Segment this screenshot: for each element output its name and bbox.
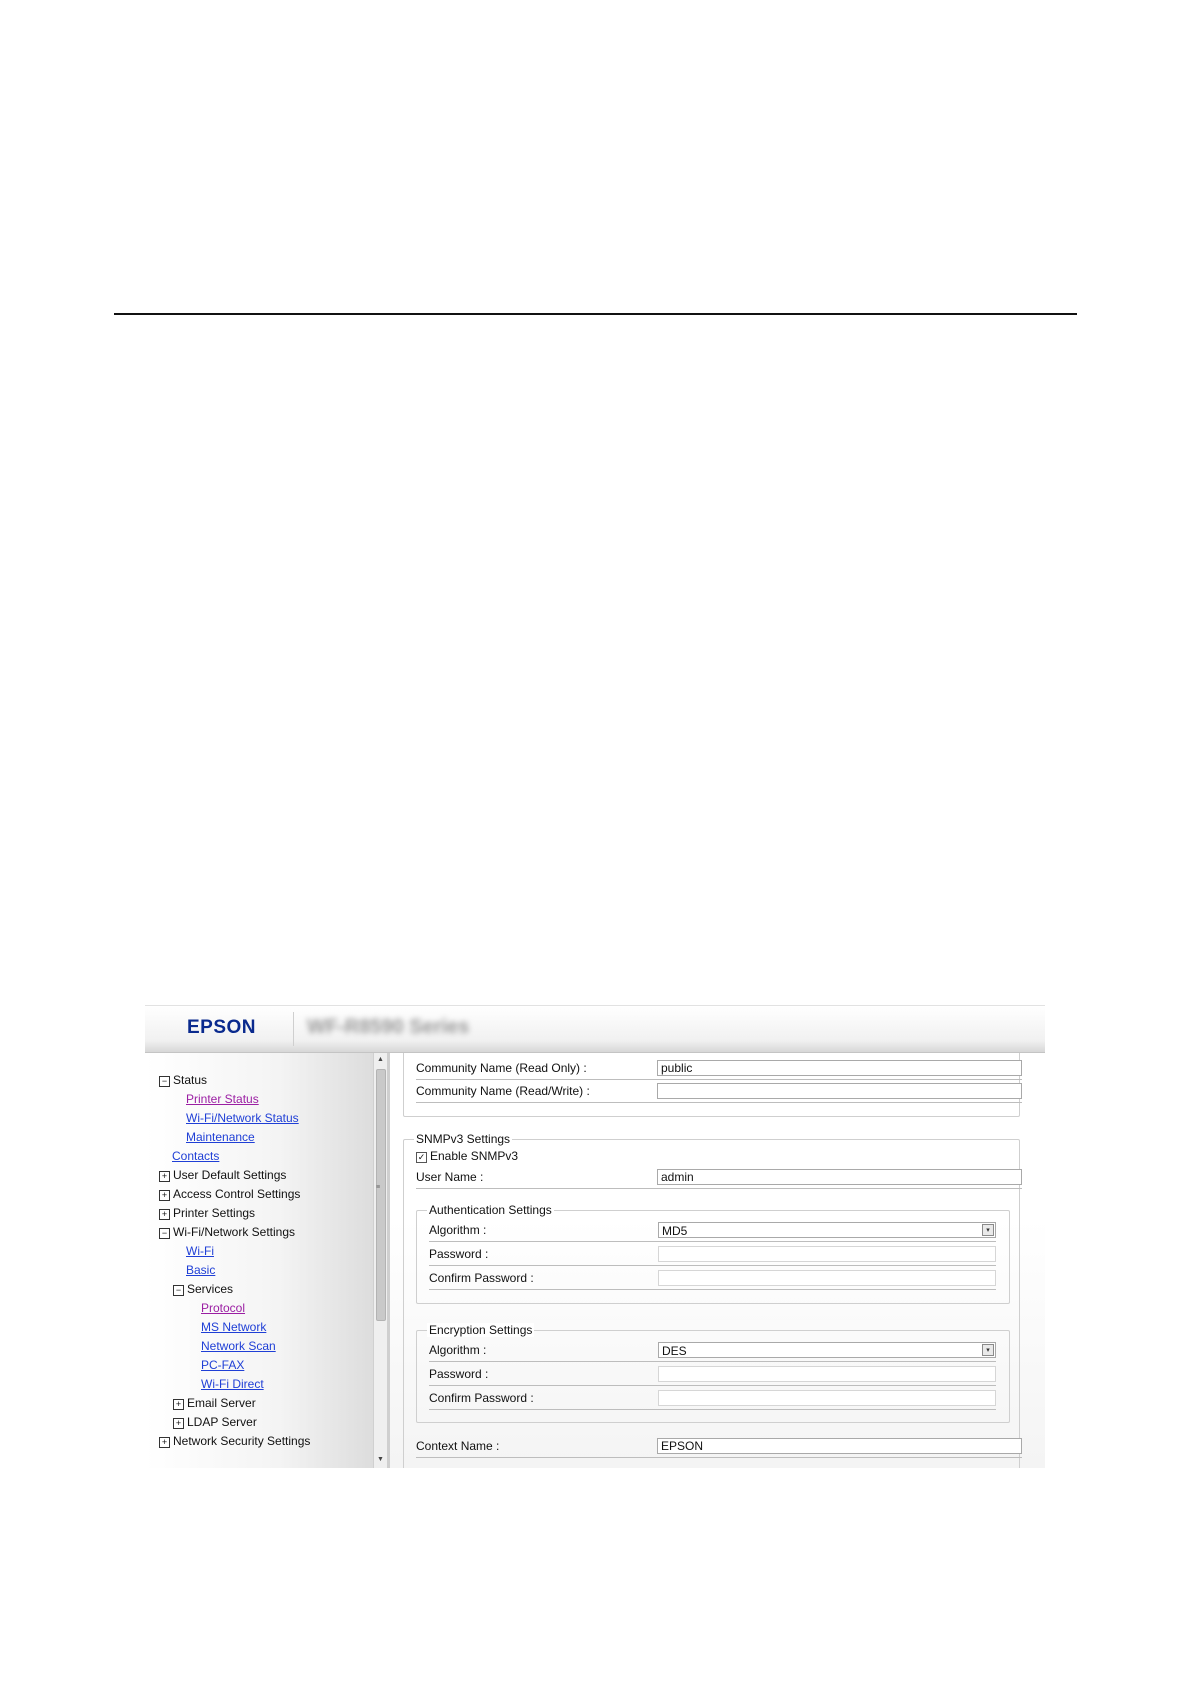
sidebar xyxy=(145,1053,388,1468)
sidebar-item-user-default-settings[interactable] xyxy=(159,1168,286,1182)
community-read-write-label: Community Name (Read/Write) : xyxy=(416,1084,590,1098)
enc-password-input[interactable] xyxy=(658,1366,996,1382)
enc-confirm-password-label: Confirm Password : xyxy=(429,1391,534,1405)
sidebar-item-label: User Default Settings xyxy=(173,1168,287,1182)
sidebar-item-label: LDAP Server xyxy=(187,1415,257,1429)
sidebar-item-maintenance[interactable]: Maintenance xyxy=(186,1130,255,1144)
epson-logo: EPSON xyxy=(187,1017,257,1038)
sidebar-item-wifi-network-settings[interactable] xyxy=(159,1225,295,1239)
community-read-only-row xyxy=(416,1057,1022,1080)
auth-password-input[interactable] xyxy=(658,1246,996,1262)
encryption-legend: Encryption Settings xyxy=(429,1323,533,1337)
auth-algorithm-row xyxy=(429,1219,996,1242)
auth-confirm-password-label: Confirm Password : xyxy=(429,1271,534,1285)
sidebar-item-label: Wi-Fi/Network Settings xyxy=(173,1225,296,1239)
sidebar-item-label: Email Server xyxy=(187,1396,256,1410)
enc-algorithm-value: DES xyxy=(662,1344,687,1358)
community-read-only-label: Community Name (Read Only) : xyxy=(416,1061,587,1075)
enc-confirm-password-input[interactable] xyxy=(658,1390,996,1406)
sidebar-item-wifi-network-status[interactable]: Wi-Fi/Network Status xyxy=(186,1111,299,1125)
enc-password-label: Password : xyxy=(429,1367,489,1381)
user-name-input[interactable] xyxy=(657,1169,1022,1185)
sidebar-item-wifi-direct[interactable]: Wi-Fi Direct xyxy=(201,1377,264,1391)
collapse-icon[interactable]: − xyxy=(173,1285,184,1296)
web-config-screenshot xyxy=(145,1005,1045,1468)
expand-icon[interactable]: + xyxy=(159,1190,170,1201)
community-read-write-input[interactable] xyxy=(657,1083,1022,1099)
enc-algorithm-label: Algorithm : xyxy=(429,1343,487,1357)
chevron-down-icon[interactable]: ▾ xyxy=(982,1344,994,1356)
enc-password-row xyxy=(429,1363,996,1386)
context-name-input[interactable] xyxy=(657,1438,1022,1454)
auth-password-row xyxy=(429,1243,996,1266)
sidebar-item-printer-status[interactable]: Printer Status xyxy=(186,1092,259,1106)
sidebar-item-status[interactable] xyxy=(159,1073,207,1087)
collapse-icon[interactable]: − xyxy=(159,1076,170,1087)
auth-algorithm-label: Algorithm : xyxy=(429,1223,487,1237)
community-read-write-row xyxy=(416,1080,1022,1103)
sidebar-item-wifi[interactable]: Wi-Fi xyxy=(186,1244,214,1258)
sidebar-item-label: Services xyxy=(187,1282,234,1296)
scroll-up-icon[interactable]: ▲ xyxy=(377,1056,384,1063)
scroll-down-icon[interactable]: ▼ xyxy=(377,1456,384,1463)
enc-algorithm-row xyxy=(429,1339,996,1362)
sidebar-item-basic[interactable]: Basic xyxy=(186,1263,216,1277)
enc-algorithm-select[interactable] xyxy=(658,1342,996,1358)
sidebar-item-contacts[interactable]: Contacts xyxy=(172,1149,220,1163)
sidebar-item-label: Status xyxy=(173,1073,208,1087)
sidebar-item-printer-settings[interactable] xyxy=(159,1206,255,1220)
auth-password-label: Password : xyxy=(429,1247,489,1261)
collapse-icon[interactable]: − xyxy=(159,1228,170,1239)
auth-confirm-password-input[interactable] xyxy=(658,1270,996,1286)
page-rule xyxy=(114,313,1077,315)
sidebar-scrollbar[interactable] xyxy=(373,1053,387,1468)
sidebar-item-network-security-settings[interactable] xyxy=(159,1434,310,1448)
snmpv3-legend: SNMPv3 Settings xyxy=(416,1132,511,1146)
sidebar-item-network-scan[interactable]: Network Scan xyxy=(201,1339,276,1353)
context-name-label: Context Name : xyxy=(416,1439,500,1453)
enable-snmpv3-option[interactable] xyxy=(416,1149,518,1163)
sidebar-item-protocol[interactable]: Protocol xyxy=(201,1301,246,1315)
sidebar-item-label: Printer Settings xyxy=(173,1206,256,1220)
scrollbar-thumb[interactable] xyxy=(376,1069,386,1321)
chevron-down-icon[interactable]: ▾ xyxy=(982,1224,994,1236)
expand-icon[interactable]: + xyxy=(173,1418,184,1429)
main-content xyxy=(390,1053,1045,1468)
auth-algorithm-value: MD5 xyxy=(662,1224,688,1238)
community-read-only-input[interactable] xyxy=(657,1060,1022,1076)
sidebar-item-ldap-server[interactable] xyxy=(173,1415,257,1429)
header-divider xyxy=(293,1012,294,1046)
sidebar-item-email-server[interactable] xyxy=(173,1396,256,1410)
auth-algorithm-select[interactable] xyxy=(658,1222,996,1238)
expand-icon[interactable]: + xyxy=(173,1399,184,1410)
context-name-row xyxy=(416,1435,1022,1458)
sidebar-item-pc-fax[interactable]: PC-FAX xyxy=(201,1358,245,1372)
model-name: WF-R8590 Series xyxy=(307,1016,470,1038)
expand-icon[interactable]: + xyxy=(159,1209,170,1220)
sidebar-item-ms-network[interactable]: MS Network xyxy=(201,1320,267,1334)
sidebar-item-access-control-settings[interactable] xyxy=(159,1187,300,1201)
enable-snmpv3-label: Enable SNMPv3 xyxy=(430,1149,519,1163)
auth-confirm-password-row xyxy=(429,1267,996,1290)
scroll-grip-icon: ≡ xyxy=(376,1184,381,1191)
expand-icon[interactable]: + xyxy=(159,1437,170,1448)
sidebar-item-label: Network Security Settings xyxy=(173,1434,311,1448)
authentication-legend: Authentication Settings xyxy=(429,1203,552,1217)
enc-confirm-password-row xyxy=(429,1387,996,1410)
user-name-label: User Name : xyxy=(416,1170,484,1184)
sidebar-item-label: Access Control Settings xyxy=(173,1187,301,1201)
expand-icon[interactable]: + xyxy=(159,1171,170,1182)
enable-snmpv3-checkbox[interactable]: ✓ xyxy=(417,1152,426,1162)
user-name-row xyxy=(416,1166,1022,1189)
app-header xyxy=(145,1006,1045,1053)
sidebar-item-services[interactable] xyxy=(173,1282,233,1296)
